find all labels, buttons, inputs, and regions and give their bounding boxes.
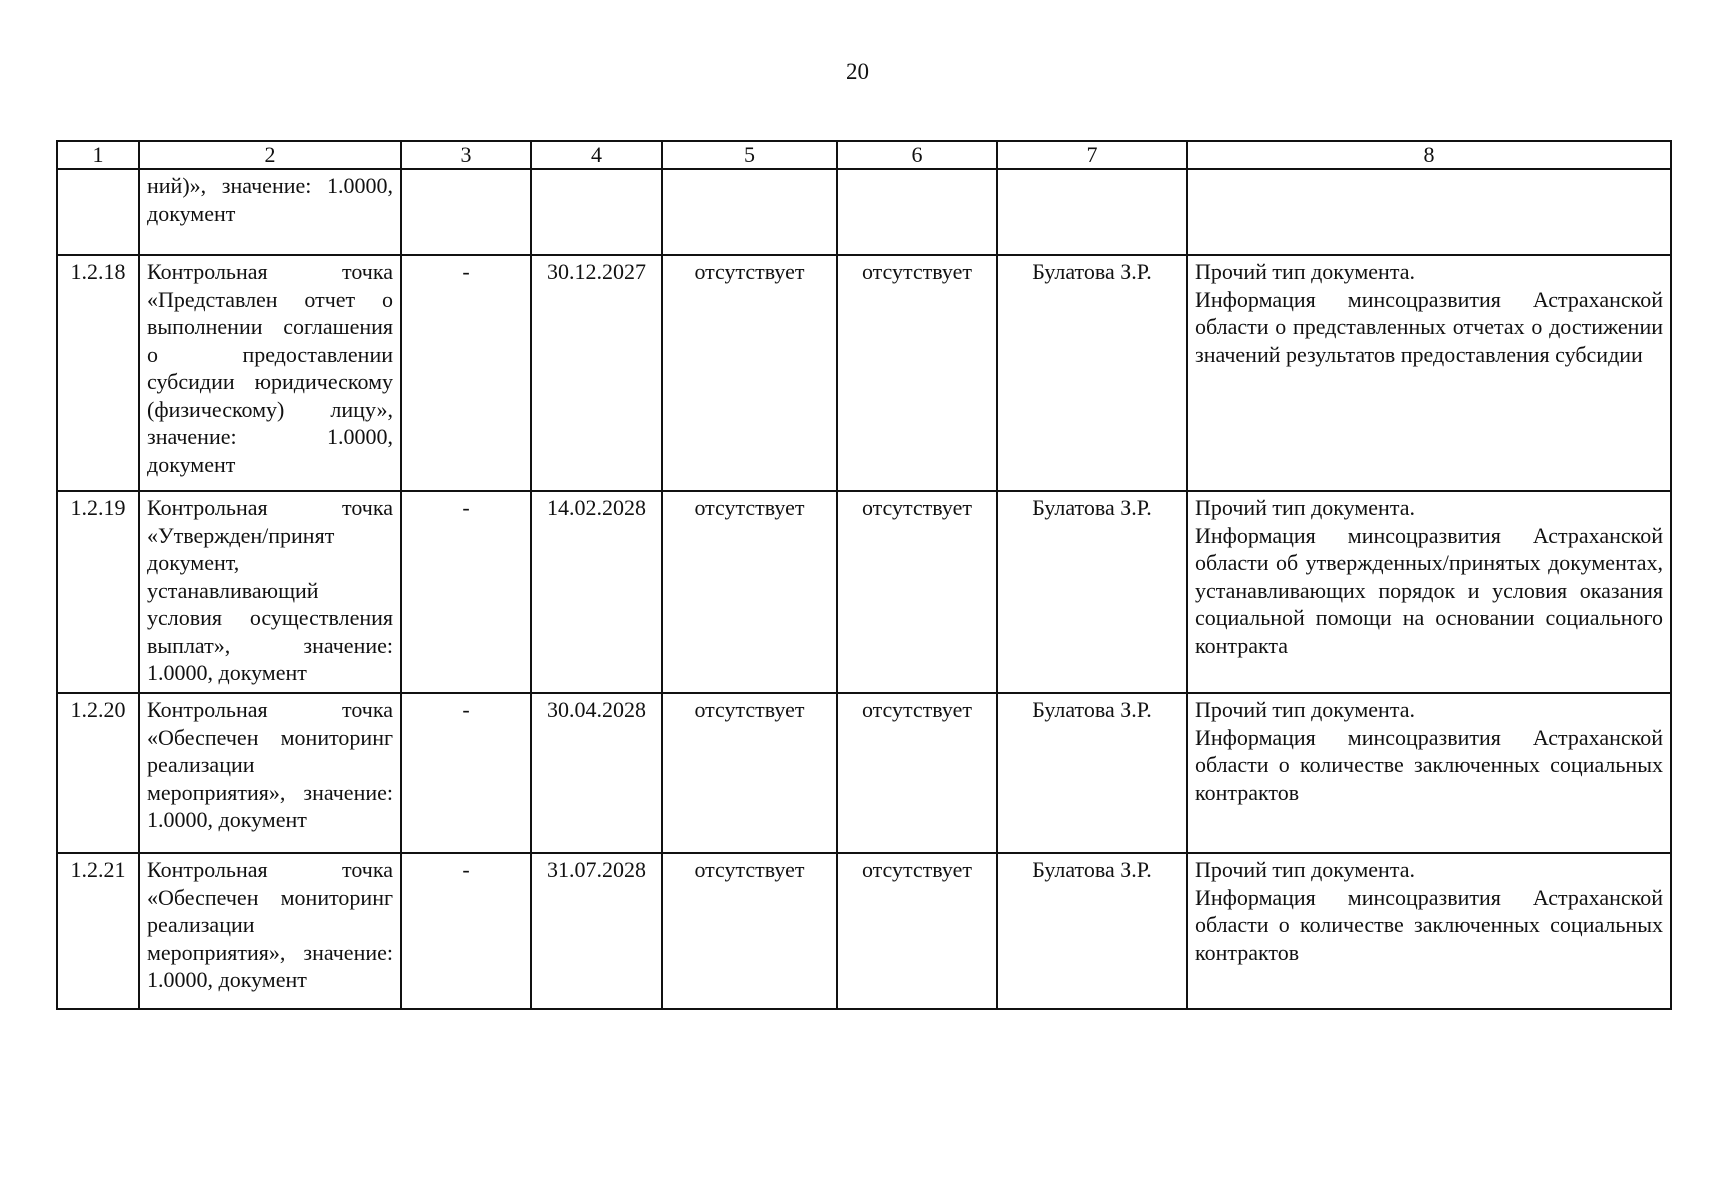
- empty-cell: [837, 169, 997, 255]
- column-6-cell: отсутствует: [837, 853, 997, 1009]
- column-5-cell: отсутствует: [662, 693, 837, 853]
- responsible-cell: Булатова З.Р.: [997, 255, 1187, 491]
- column-number-row: [57, 141, 1671, 169]
- column-header: 5: [662, 141, 837, 169]
- document-type: Прочий тип документа.: [1195, 259, 1415, 284]
- column-5-cell: отсутствует: [662, 491, 837, 693]
- row-number-cell: 1.2.18: [57, 255, 139, 491]
- empty-cell: [531, 169, 662, 255]
- row-number-cell: 1.2.19: [57, 491, 139, 693]
- column-5-cell: отсутствует: [662, 853, 837, 1009]
- document-type: Прочий тип документа.: [1195, 697, 1415, 722]
- document-info: Информация минсоцразвития Астраханской области о представленных отчетах о достижении значений результатов предоставления субсидии: [1195, 286, 1663, 367]
- document-info: Информация минсоцразвития Астраханской области о количестве заключенных социальных контрактов: [1195, 884, 1663, 965]
- table-row-continuation: [57, 169, 1671, 255]
- date-cell: 14.02.2028: [531, 491, 662, 693]
- date-cell: 30.04.2028: [531, 693, 662, 853]
- document-info: Информация минсоцразвития Астраханской области о количестве заключенных социальных контрактов: [1195, 724, 1663, 805]
- empty-cell: [997, 169, 1187, 255]
- column-header: 2: [139, 141, 401, 169]
- responsible-cell: Булатова З.Р.: [997, 491, 1187, 693]
- document-type: Прочий тип документа.: [1195, 857, 1415, 882]
- document-cell: [1187, 491, 1671, 693]
- date-cell: 30.12.2027: [531, 255, 662, 491]
- control-point-name-cell: Контрольная точка «Обеспечен мониторинг реализации мероприятия», значение: 1.0000, документ: [139, 693, 401, 853]
- responsible-cell: Булатова З.Р.: [997, 853, 1187, 1009]
- column-header: 7: [997, 141, 1187, 169]
- document-cell: [1187, 853, 1671, 1009]
- document-cell: [1187, 693, 1671, 853]
- column-6-cell: отсутствует: [837, 255, 997, 491]
- column-header: 4: [531, 141, 662, 169]
- document-type: Прочий тип документа.: [1195, 495, 1415, 520]
- empty-cell: [1187, 169, 1671, 255]
- row-number-cell: 1.2.21: [57, 853, 139, 1009]
- control-point-name-cell: ний)», значение: 1.0000, документ: [139, 169, 401, 255]
- control-point-name-cell: Контрольная точка «Утвержден/принят документ, устанавливающий условия осуществления выплат», значение: 1.0000, документ: [139, 491, 401, 693]
- control-point-name-cell: Контрольная точка «Обеспечен мониторинг реализации мероприятия», значение: 1.0000, документ: [139, 853, 401, 1009]
- column-6-cell: отсутствует: [837, 491, 997, 693]
- column-3-cell: -: [401, 255, 531, 491]
- column-6-cell: отсутствует: [837, 693, 997, 853]
- table-row: [57, 853, 1671, 1009]
- column-header: 3: [401, 141, 531, 169]
- table-row: [57, 491, 1671, 693]
- table-row: [57, 693, 1671, 853]
- control-points-table: [56, 140, 1672, 1010]
- column-3-cell: -: [401, 853, 531, 1009]
- empty-cell: [401, 169, 531, 255]
- column-3-cell: -: [401, 693, 531, 853]
- responsible-cell: Булатова З.Р.: [997, 693, 1187, 853]
- row-number-cell: [57, 169, 139, 255]
- document-info: Информация минсоцразвития Астраханской области об утвержденных/принятых документах, устанавливающих порядок и условия оказания социальной помощи на основании социального контракта: [1195, 522, 1663, 658]
- page-number: 20: [846, 59, 869, 84]
- column-header: 6: [837, 141, 997, 169]
- column-header: 8: [1187, 141, 1671, 169]
- empty-cell: [662, 169, 837, 255]
- column-3-cell: -: [401, 491, 531, 693]
- table-row: [57, 255, 1671, 491]
- document-cell: [1187, 255, 1671, 491]
- row-number-cell: 1.2.20: [57, 693, 139, 853]
- column-header: 1: [57, 141, 139, 169]
- column-5-cell: отсутствует: [662, 255, 837, 491]
- date-cell: 31.07.2028: [531, 853, 662, 1009]
- control-point-name-cell: Контрольная точка «Представлен отчет о выполнении соглашения о предоставлении субсидии юридическому (физическому) лицу», значение: 1.0000, документ: [139, 255, 401, 491]
